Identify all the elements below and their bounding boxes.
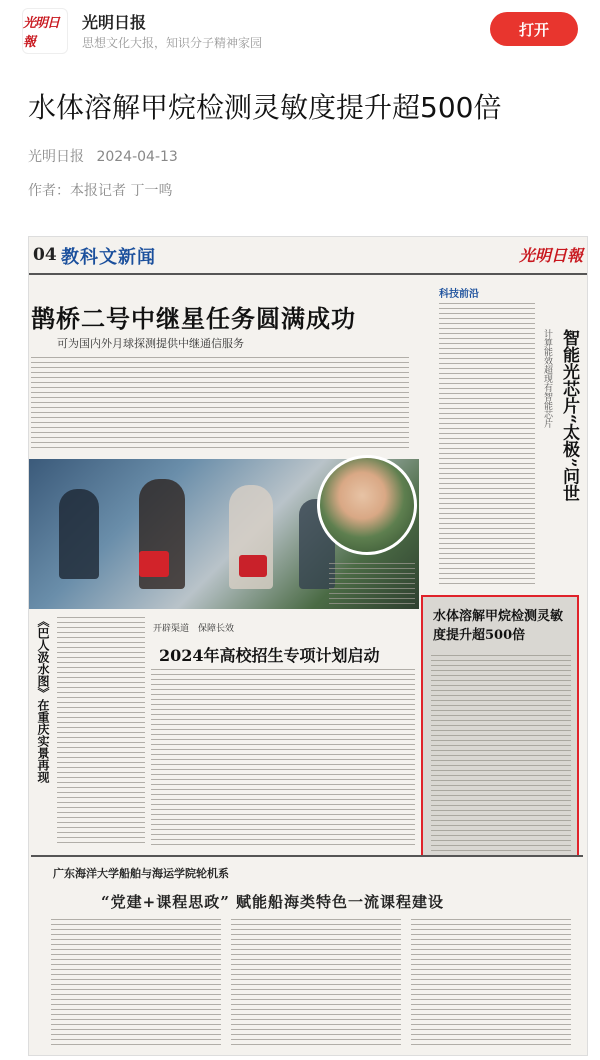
lead-story-title: 鹊桥二号中继星任务圆满成功 [31,304,356,333]
app-logo-text: 光明日報 [23,16,60,50]
sidebar-section-tag: 科技前沿 [439,289,479,300]
article-author: 作者：本报记者 丁一鸣 [28,183,173,199]
app-slogan: 思想文化大报，知识分子精神家园 [82,36,263,50]
newspaper-masthead-logo: 光明日報 [519,246,584,265]
sidebar-body [439,303,535,587]
section2-body [151,669,415,849]
highlighted-article-body [431,655,571,851]
app-name: 光明日报 [82,13,147,32]
article-title: 水体溶解甲烷检测灵敏度提升超500倍 [28,91,502,124]
feature-banner-kicker: 广东海洋大学船舶与海运学院轮机系 [53,867,229,880]
lead-story-body [31,357,409,449]
newspaper-page-image[interactable] [28,236,588,1056]
feature-banner-body-left [51,919,221,1045]
sidebar-vertical-title: 智能光芯片“太极”问世 [559,329,579,502]
article-source[interactable]: 光明日报 [28,149,84,165]
feature-banner [31,855,583,1053]
app-logo [22,8,68,54]
section2-title: 2024年高校招生专项计划启动 [159,646,380,665]
section2-kicker: 开辟渠道 保障长效 [153,624,235,634]
left-vertical-title: 《巴人汲水图》在重庆实景再现 [36,615,50,783]
left-story-body [57,617,145,847]
highlighted-article-title: 水体溶解甲烷检测灵敏度提升超500倍 [433,609,564,643]
open-app-button[interactable]: 打开 [490,12,578,46]
highlighted-article-box[interactable] [421,595,579,857]
page-number: 04 [33,245,57,265]
feature-banner-title: “党建+课程思政” 赋能船海类特色一流课程建设 [101,893,445,911]
newspaper-page-header [29,237,588,275]
news-photo-inset [317,455,417,555]
article-meta [28,146,178,166]
feature-banner-body-center [231,919,401,1045]
app-header [0,0,600,62]
feature-banner-body-right [411,919,571,1045]
article-date: 2024-04-13 [96,149,178,165]
lead-story-subtitle: 可为国内外月球探测提供中继通信服务 [57,337,244,350]
sidebar-vertical-subtitle: 计算能效超现有智能芯片 [542,329,552,428]
photo-caption [329,563,415,607]
page-section-title: 教科文新闻 [61,247,156,268]
